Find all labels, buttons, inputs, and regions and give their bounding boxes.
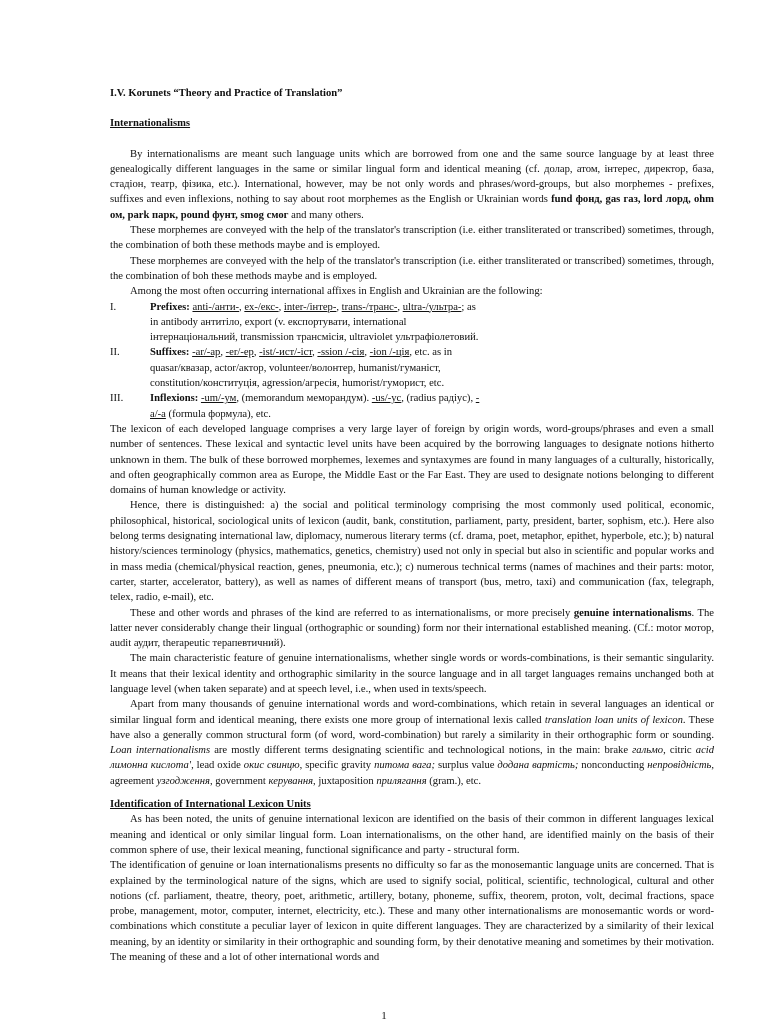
paragraph: The identification of genuine or loan internationalisms presents no difficulty so far as the monosemantic language units are concerned. That is explained by the terminological nature of the signs, which are used to signify social, political, scientific, technological, cultural and other notions (cf. parliament, theatre, theory, poet, arithmetic, artillery, botany, phoneme, suffix, theorem, proton, volt, decimal fractions, space probe, management, motor, computer, internet, electricity, etc.). These and many other internationalisms are monosemantic words or word-combinations which constitute a peculiar layer of lexicon in quite different languages. They are characterized by a similarity of their lexical meaning, by an identity or similarity in their orthographic and sounding form, by their denotative meaning and sometimes by their motivation. The meaning of these and a lot of other international words and <box>110 860 714 964</box>
text-run: -er/-ер <box>225 347 254 359</box>
text-run: (gram.), etc. <box>426 775 482 787</box>
paragraph: The main characteristic feature of genuine internationalisms, whether single words or words-combinations, is their semantic singularity. It means that their lexical identity and orthographic similarity in the source language and in all target languages remains unchanged both at language level (when taken separate) and at speech level, i.e., when used in texts/speech. <box>110 653 714 695</box>
text-run: -ar/-ар <box>192 347 221 359</box>
list-item-label: Inflexions: <box>150 393 199 405</box>
text-run: ultra-/ультра- <box>402 301 462 313</box>
text-run: inter-/інтер- <box>283 301 337 313</box>
list-item <box>110 300 714 346</box>
affix-list <box>110 300 714 422</box>
list-item-content <box>150 347 452 389</box>
text-run: гальмо <box>632 745 664 757</box>
text-run: , agreement <box>110 760 715 787</box>
list-item-text <box>150 345 480 391</box>
paragraph: As has been noted, the units of genuine international lexicon are identified on the basis of their common in different languages lexical meaning and identical or only similar lingual form. Loan internationalisms, on the other hand, are identified mainly on the basis of their common sphere of use, their lexical meaning, functional significance and party - structural form. <box>110 814 714 856</box>
list-item-content <box>150 302 478 344</box>
text-run: Apart from many thousands of genuine international words and word-combinations, which retain in several languages an identical or similar lingual form and identical meaning, there exists one more group of international lexis called <box>110 699 714 726</box>
text-run: surplus value <box>435 760 498 772</box>
text-run: lead oxide <box>193 760 244 772</box>
text-run: -ion /-ція <box>369 347 410 359</box>
text-run: -ssion /-сія <box>317 347 365 359</box>
text-run: (formula формула), etc. <box>165 408 271 420</box>
text-run: Loan internationalisms <box>110 745 211 757</box>
text-run: nonconducting <box>578 760 648 772</box>
paragraph <box>110 147 714 223</box>
text-run: , government <box>209 775 269 787</box>
section-heading-identification: Identification of International Lexicon Units <box>110 799 311 811</box>
text-run: -ist/-ист/-іст <box>259 347 313 359</box>
text-run: , specific gravity <box>299 760 375 772</box>
text-run: translation loan units of lexicon <box>544 714 683 726</box>
paragraph: These morphemes are conveyed with the help of the translator's transcription (i.e. either transliterated or transcribed) sometimes, through, the combination of boh these methods maybe and is employed. <box>110 255 714 282</box>
paragraph <box>110 606 714 652</box>
text-run: , <box>364 347 370 359</box>
text-run: керування <box>268 775 314 787</box>
text-run: , <box>312 347 318 359</box>
list-number: I. <box>110 301 117 313</box>
text-run: , (memorandum меморандум). <box>236 393 372 405</box>
paragraph: The lexicon of each developed language comprises a very large layer of foreign by origin words, word-groups/phrases and even a small number of sentences. These lexical and syntactic level units have been acquired by the borrowing languages to designate notions hitherto unknown in them. The bulk of these borrowed morphemes, lexemes and syntaxymes are found in many languages of a culturally, historically, and often geographically common area as Europe, the Middle East or the Far East. They are used to designate notions belonging to different domains of human knowledge or activity. <box>110 423 714 497</box>
text-run: , <box>278 301 284 313</box>
list-item-label: Suffixes: <box>150 347 190 359</box>
text-run: , <box>397 301 403 313</box>
text-run: окис свинцю <box>243 760 300 772</box>
text-run: , etc. as in quasar/квазар, actor/актор, volunteer/волонтер, humanist/гуманіст, constitution/конституція, agression/агресія, humorist/гуморист, etc. <box>150 347 452 390</box>
text-run: trans-/транс- <box>341 301 398 313</box>
text-run: , citric <box>663 745 696 757</box>
section-heading-internationalisms: Internationalisms <box>110 118 191 130</box>
text-run: . The latter never considerably change their lingual (orthographic or sounding) form nor their international established meaning. (Cf.: motor мотор, audit аудит, therapeutic терапевтичний). <box>110 607 714 650</box>
text-run: genuine internationalisms <box>573 607 692 619</box>
text-run: acid лимонна кислота', <box>110 745 715 772</box>
text-run: ; as in antibody антитіло, export (v. експортувати, international інтернаціональний, transmission трансмісія, ultraviolet ультрафіолетовий. <box>150 301 479 344</box>
paragraph: These morphemes are conveyed with the help of the translator's transcription (i.e. either transliterated or transcribed) sometimes, through, the combination of both these methods maybe and is employed. <box>110 225 714 252</box>
paragraph: Among the most often occurring international affixes in English and Ukrainian are the following: <box>130 286 543 298</box>
list-item <box>110 391 714 422</box>
list-number: II. <box>110 347 120 359</box>
text-run: anti-/анти- <box>192 301 240 313</box>
document-page <box>110 86 714 965</box>
document-title: I.V. Korunets “Theory and Practice of Translation” <box>110 88 343 99</box>
text-run: непровідність <box>647 760 712 772</box>
text-run: and many others. <box>288 209 364 221</box>
text-run: By internationalisms are meant such language units which are borrowed from one and the same source language by at least three genealogically different languages in the same or similar lingual form and identical meaning (cf. долар, атом, інтерес, директор, база, стадіон, театр, фізика, etc.). International, however, may be not only words and phrases/word-groups, but also morphemes - prefixes, suffixes and even inflexions, nothing to say about root morphemes as the English or Ukrainian words <box>110 148 714 206</box>
text-run: , (radius радіус), <box>401 393 476 405</box>
text-run: -us/-ус <box>371 393 402 405</box>
list-item-text <box>150 391 480 422</box>
list-item-content <box>150 393 479 419</box>
text-run: are mostly different terms designating scientific and technological notions, in the main: brake <box>210 745 633 757</box>
text-run: -a/-а <box>150 393 480 420</box>
text-run: These and other words and phrases of the kind are referred to as internationalisms, or more precisely <box>130 607 574 619</box>
text-run: прилягання <box>376 775 427 787</box>
text-run: , <box>253 347 260 359</box>
paragraph: Hence, there is distinguished: a) the social and political terminology comprising the most commonly used political, economic, philosophical, historical, sociological units of lexicon (audit, bank, constitution, parliament, party, president, barter, sophism, etc.). Here also belong terms designating international law, diplomacy, numerous literary terms (cf. drama, poet, metaphor, epithet, hyperbole, etc.); b) natural history/sciences terminology (physics, mathematics, genetics, chemistry) used not only in special but also in scientific and popular works and in mass media (chemical/physical reaction, genes, pneumonia, etc.); c) numerous technical terms (names of machines and their parts: motor, carter, starter, accelerator, battery), as well as names of different means of transport (bus, metro, taxi) and communication (fax, telegraph, telex, radio, e-mail), etc. <box>110 500 714 604</box>
text-run: , <box>239 301 245 313</box>
paragraph <box>110 697 714 789</box>
text-run: fund фонд, gas газ, lord лорд, ohm ом, park парк, pound фунт, smog смог <box>110 194 714 221</box>
list-item-text <box>150 300 480 346</box>
text-run: питома вага; <box>374 760 435 772</box>
text-run: ex-/екс- <box>244 301 279 313</box>
text-run: додана вартість; <box>497 760 579 772</box>
page-number: 1 <box>381 1010 387 1022</box>
text-run: . These have also a generally common structural form (of word, word-combination) but rarely a similarity in their orthographic form or sounding. <box>110 714 714 741</box>
text-run: , juxtaposition <box>313 775 377 787</box>
list-item <box>110 345 714 391</box>
text-run: -um/-ум <box>200 393 237 405</box>
text-run: узгодження <box>156 775 210 787</box>
text-run: , <box>336 301 342 313</box>
list-number: III. <box>110 393 124 405</box>
list-item-label: Prefixes: <box>150 301 190 313</box>
text-run: , <box>220 347 226 359</box>
